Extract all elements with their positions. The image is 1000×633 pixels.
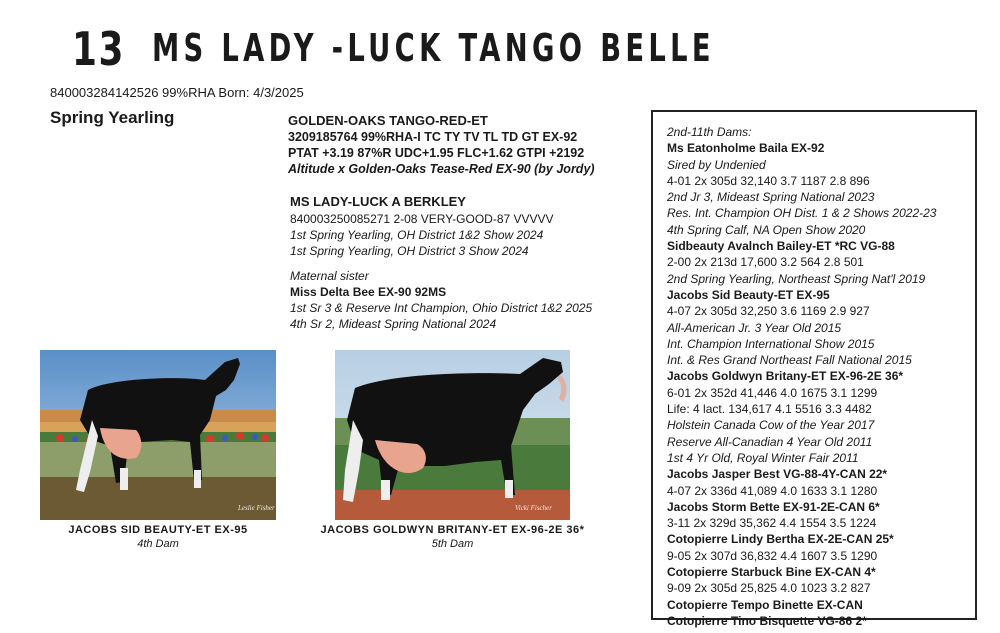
dam-block	[290, 194, 554, 259]
photographer-signature: Vicki Fischer	[515, 504, 552, 512]
pedigree-dam-name: Jacobs Goldwyn Britany-ET EX-96-2E 36*	[667, 369, 904, 384]
photo-caption-generation: 4th Dam	[137, 538, 179, 550]
photo-caption-4th-dam	[40, 524, 276, 550]
pedigree-line: Int. Champion International Show 2015	[667, 336, 875, 351]
pedigree-line: Int. & Res Grand Northeast Fall National 2015	[667, 353, 912, 368]
pedigree-line: 4-07 2x 336d 41,089 4.0 1633 3.1 1280	[667, 483, 878, 498]
pedigree-line: Reserve All-Canadian 4 Year Old 2011	[667, 434, 873, 449]
pedigree-line: 6-01 2x 352d 41,446 4.0 1675 3.1 1299	[667, 385, 878, 400]
pedigree-line: Life: 4 lact. 134,617 4.1 5516 3.3 4482	[667, 402, 872, 417]
pedigree-line: All-American Jr. 3 Year Old 2015	[667, 320, 842, 335]
pedigree-line: 2nd-11th Dams:	[667, 125, 752, 139]
lot-number: 13	[72, 22, 126, 76]
pedigree-dam-name: Jacobs Jasper Best VG-88-4Y-CAN 22*	[667, 467, 888, 482]
pedigree-line: 9-05 2x 307d 36,832 4.4 1607 3.5 1290	[667, 548, 878, 563]
sire-pedigree: Altitude x Golden-Oaks Tease-Red EX-90 (by Jordy)	[288, 162, 595, 176]
pedigree-dam-name: Cotopierre Tino Bisquette VG-86 2*	[667, 613, 867, 628]
pedigree-line: 2nd Jr 3, Mideast Spring National 2023	[667, 190, 875, 205]
pedigree-line: 9-09 2x 305d 25,825 4.0 1023 3.2 827	[667, 581, 871, 596]
sister-award: 1st Sr 3 & Reserve Int Champion, Ohio District 1&2 2025	[290, 301, 593, 315]
dam-name: MS LADY-LUCK A BERKLEY	[290, 194, 466, 209]
pedigree-line: 2-00 2x 213d 17,600 3.2 564 2.8 501	[667, 255, 864, 270]
sister-award: 4th Sr 2, Mideast Spring National 2024	[290, 317, 497, 331]
photo-caption-generation: 5th Dam	[431, 538, 474, 550]
pedigree-dam-name: Cotopierre Tempo Binette EX-CAN	[667, 597, 863, 612]
pedigree-line: 1st 4 Yr Old, Royal Winter Fair 2011	[667, 450, 859, 465]
pedigree-box	[651, 110, 977, 628]
cow-photo-5th-dam	[335, 350, 570, 520]
dam-registration: 840003250085271 2-08 VERY-GOOD-87 VVVVV	[290, 212, 554, 226]
pedigree-line: 4-01 2x 305d 32,140 3.7 1187 2.8 896	[667, 173, 870, 188]
pedigree-dam-name: Cotopierre Lindy Bertha EX-2E-CAN 25*	[667, 532, 894, 547]
dam-award: 1st Spring Yearling, OH District 1&2 Show 2024	[290, 228, 544, 242]
photo-caption-5th-dam	[320, 524, 585, 550]
pedigree-line: Sired by Undenied	[667, 157, 766, 172]
sire-block	[288, 113, 595, 177]
photo-caption-name: JACOBS GOLDWYN BRITANY-ET EX-96-2E 36*	[320, 524, 585, 536]
sire-name: GOLDEN-OAKS TANGO-RED-ET	[288, 113, 488, 128]
pedigree-line: 4th Spring Calf, NA Open Show 2020	[667, 222, 866, 237]
pedigree-dam-name: Ms Eatonholme Baila EX-92	[667, 141, 825, 156]
class-label: Spring Yearling	[50, 108, 175, 127]
dam-award: 1st Spring Yearling, OH District 3 Show 2024	[290, 244, 529, 258]
photo-caption-name: JACOBS SID BEAUTY-ET EX-95	[68, 524, 248, 536]
pedigree-line: 4-07 2x 305d 32,250 3.6 1169 2.9 927	[667, 304, 870, 319]
cow-photo-4th-dam	[40, 350, 276, 520]
pedigree-line: 2nd Spring Yearling, Northeast Spring Nat'l 2019	[667, 271, 926, 286]
pedigree-line: Holstein Canada Cow of the Year 2017	[667, 418, 875, 433]
maternal-sister-block	[290, 268, 592, 332]
animal-name: MS LADY -LUCK TANGO BELLE	[152, 26, 715, 70]
photographer-signature: Leslie Fisher	[238, 504, 275, 512]
sister-label: Maternal sister	[290, 269, 369, 283]
pedigree-dam-name: Jacobs Sid Beauty-ET EX-95	[667, 287, 830, 302]
pedigree-dam-name: Sidbeauty Avalnch Bailey-ET *RC VG-88	[667, 239, 895, 254]
pedigree-dam-name: Jacobs Storm Bette EX-91-2E-CAN 6*	[667, 499, 880, 514]
sire-registration: 3209185764 99%RHA-I TC TY TV TL TD GT EX-92	[288, 130, 578, 144]
sire-proofs: PTAT +3.19 87%R UDC+1.95 FLC+1.62 GTPI +2192	[288, 146, 585, 160]
pedigree-line: 3-11 2x 329d 35,362 4.4 1554 3.5 1224	[667, 516, 877, 531]
registration-line: 840003284142526 99%RHA Born: 4/3/2025	[50, 85, 304, 100]
pedigree-line: Res. Int. Champion OH Dist. 1 & 2 Shows 2022-23	[667, 206, 937, 221]
sister-name: Miss Delta Bee EX-90 92MS	[290, 285, 447, 299]
pedigree-dam-name: Cotopierre Starbuck Bine EX-CAN 4*	[667, 565, 876, 580]
